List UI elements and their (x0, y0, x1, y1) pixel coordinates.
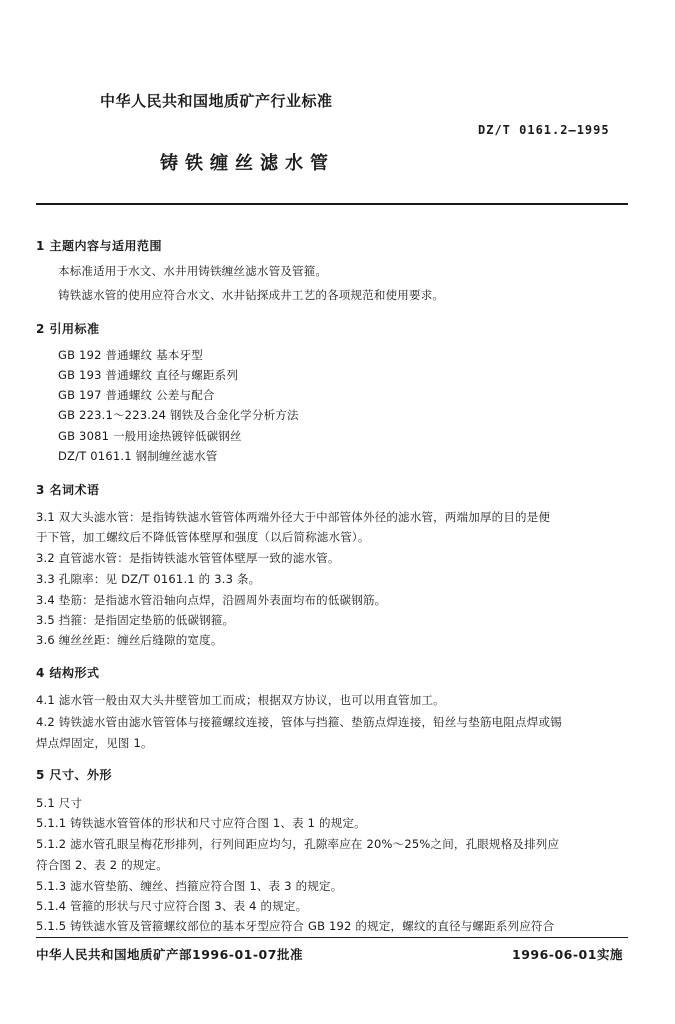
section-3-line: 3.3 孔隙率：见 DZ/T 0161.1 的 3.3 条。 (36, 572, 261, 586)
standard-code: DZ/T 0161.2—1995 (478, 123, 610, 137)
reference-item: GB 3081 一般用途热镀锌低碳钢丝 (58, 429, 242, 443)
section-1-line: 铸铁滤水管的使用应符合水文、水井钻探成井工艺的各项规范和使用要求。 (58, 288, 445, 302)
section-3-line: 3.5 挡箍：是指固定垫筋的低碳钢箍。 (36, 613, 235, 627)
section-3-line: 3.6 缠丝丝距：缠丝后缝隙的宽度。 (36, 633, 223, 647)
section-3-line: 3.1 双大头滤水管：是指铸铁滤水管管体两端外径大于中部管体外径的滤水管，两端加厚的目的是便 (36, 510, 551, 524)
section-5-line: 符合图 2、表 2 的规定。 (36, 858, 168, 872)
reference-item: DZ/T 0161.1 钢制缠丝滤水管 (58, 449, 218, 463)
section-3-line: 3.4 垫筋：是指滤水管沿轴向点焊，沿圆周外表面均布的低碳钢筋。 (36, 593, 387, 607)
section-1-heading: 1 主题内容与适用范围 (36, 239, 163, 253)
section-4-line: 4.2 铸铁滤水管由滤水管管体与接箍螺纹连接，管体与挡箍、垫筋点焊连接，铅丝与垫筋电阻点焊或锡 (36, 715, 562, 729)
reference-item: GB 223.1～223.24 钢铁及合金化学分析方法 (58, 408, 299, 422)
section-5-line: 5.1.2 滤水管孔眼呈梅花形排列，行列间距应均匀，孔隙率应在 20%～25%之间，孔眼规格及排列应 (36, 837, 560, 851)
reference-item: GB 197 普通螺纹 公差与配合 (58, 388, 215, 402)
document-title: 铸铁缠丝滤水管 (160, 153, 335, 174)
section-1-line: 本标准适用于水文、水井用铸铁缠丝滤水管及管箍。 (58, 264, 328, 278)
section-2-heading: 2 引用标准 (36, 322, 100, 336)
section-4-line: 4.1 滤水管一般由双大头井壁管加工而成；根据双方协议，也可以用直管加工。 (36, 693, 445, 707)
section-3-line: 于下管，加工螺纹后不降低管体壁厚和强度（以后简称滤水管）。 (36, 530, 370, 544)
section-3-line: 3.2 直管滤水管：是指铸铁滤水管管体壁厚一致的滤水管。 (36, 551, 340, 565)
effective-date: 1996-06-01实施 (512, 947, 623, 962)
org-standard-name: 中华人民共和国地质矿产行业标准 (100, 92, 333, 110)
header-rule (36, 203, 628, 205)
section-5-line: 5.1.3 滤水管垫筋、缠丝、挡箍应符合图 1、表 3 的规定。 (36, 879, 343, 893)
section-4-line: 焊点焊固定，见图 1。 (36, 736, 153, 750)
issuer-approval: 中华人民共和国地质矿产部1996-01-07批准 (36, 947, 303, 962)
section-5-line: 5.1.5 铸铁滤水管及管箍螺纹部位的基本牙型应符合 GB 192 的规定，螺纹的直径与螺距系列应符合 (36, 919, 555, 933)
section-5-line: 5.1.1 铸铁滤水管管体的形状和尺寸应符合图 1、表 1 的规定。 (36, 816, 366, 830)
footer-rule (36, 937, 628, 938)
section-3-heading: 3 名词术语 (36, 483, 100, 497)
section-5-line: 5.1 尺寸 (36, 796, 83, 810)
reference-item: GB 193 普通螺纹 直径与螺距系列 (58, 368, 239, 382)
section-5-line: 5.1.4 管箍的形状与尺寸应符合图 3、表 4 的规定。 (36, 899, 308, 913)
section-5-heading: 5 尺寸、外形 (36, 768, 113, 782)
section-4-heading: 4 结构形式 (36, 666, 100, 680)
reference-item: GB 192 普通螺纹 基本牙型 (58, 348, 203, 362)
